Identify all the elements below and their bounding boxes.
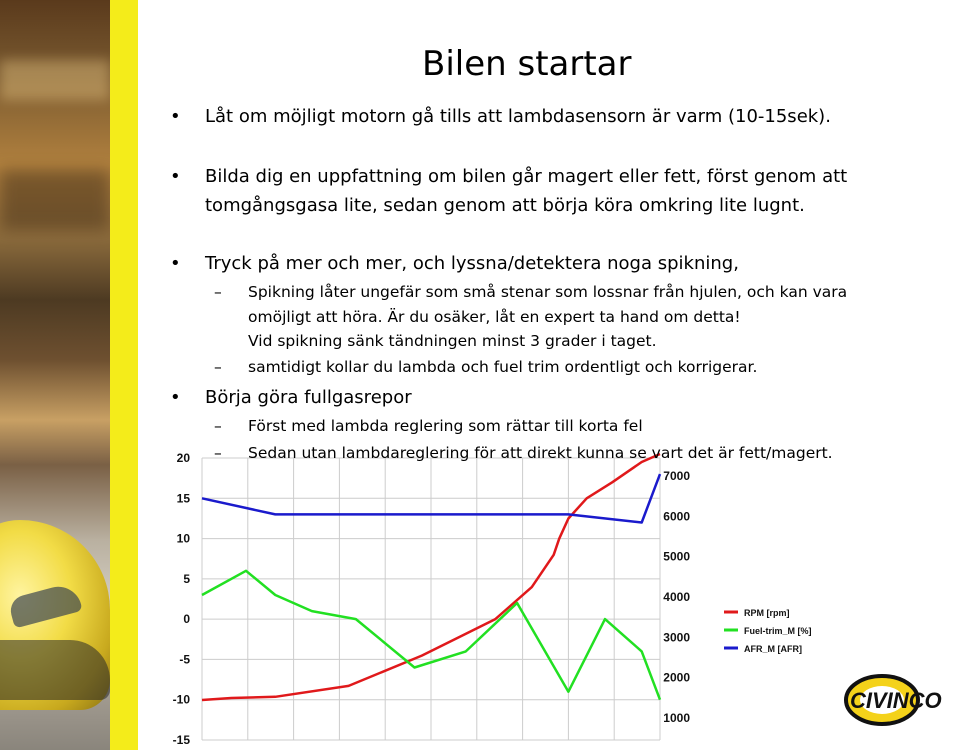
photo-streak bbox=[0, 170, 110, 230]
chart-svg bbox=[168, 440, 828, 750]
sub-bullet-dash: – bbox=[214, 358, 222, 376]
sub-bullet-text: omöjligt att höra. Är du osäker, låt en expert ta hand om detta! bbox=[248, 308, 741, 326]
bullet-text: tomgångsgasa lite, sedan genom att börja köra omkring lite lugnt. bbox=[205, 195, 805, 216]
right-axis-tick-label: 1000 bbox=[663, 711, 690, 725]
right-axis-tick-label: 5000 bbox=[663, 549, 690, 564]
right-axis-tick-label: 4000 bbox=[663, 590, 690, 604]
bullet-text: Tryck på mer och mer, och lyssna/detektera noga spikning, bbox=[205, 253, 739, 274]
yellow-accent-bar bbox=[110, 0, 138, 750]
slide-title: Bilen startar bbox=[422, 44, 632, 84]
civinco-logo bbox=[842, 672, 960, 728]
left-axis-tick-label: -5 bbox=[179, 652, 190, 667]
legend-label: AFR_M [AFR] bbox=[744, 644, 802, 654]
sub-bullet-text: Vid spikning sänk tändningen minst 3 grader i taget. bbox=[248, 332, 657, 350]
bullet-text: Bilda dig en uppfattning om bilen går magert eller fett, först genom att bbox=[205, 166, 848, 187]
left-axis-tick-label: -15 bbox=[172, 733, 190, 747]
sub-bullet-text: Sedan utan lambdareglering för att direkt kunna se vart det är fett/magert. bbox=[248, 444, 833, 462]
left-axis-tick-label: 15 bbox=[176, 491, 190, 506]
car-shadow bbox=[0, 640, 110, 700]
background-photo bbox=[0, 0, 110, 750]
left-axis-tick-label: 20 bbox=[176, 451, 190, 465]
right-axis-tick-label: 7000 bbox=[663, 469, 690, 483]
bullet-dot: • bbox=[170, 387, 181, 408]
bullet-dot: • bbox=[170, 166, 181, 187]
left-axis-tick-label: 10 bbox=[176, 531, 190, 546]
legend-label: Fuel-trim_M [%] bbox=[744, 626, 812, 636]
data-log-chart bbox=[168, 440, 828, 750]
sub-bullet-text: Spikning låter ungefär som små stenar som lossnar från hjulen, och kan vara bbox=[248, 283, 848, 301]
sub-bullet-dash: – bbox=[214, 283, 222, 301]
sub-bullet-dash: – bbox=[214, 417, 222, 435]
bullet-dot: • bbox=[170, 106, 181, 127]
sub-bullet-dash: – bbox=[214, 444, 222, 462]
bullet-dot: • bbox=[170, 253, 181, 274]
right-axis-tick-label: 2000 bbox=[663, 670, 690, 685]
left-axis-tick-label: -10 bbox=[172, 692, 190, 707]
photo-streak bbox=[0, 60, 110, 100]
sub-bullet-text: Först med lambda reglering som rättar till korta fel bbox=[248, 417, 643, 435]
sub-bullet-text: samtidigt kollar du lambda och fuel trim ordentligt och korrigerar. bbox=[248, 358, 758, 376]
left-axis-tick-label: 5 bbox=[183, 571, 190, 586]
right-axis-tick-label: 3000 bbox=[663, 630, 690, 645]
legend-label: RPM [rpm] bbox=[744, 608, 790, 618]
bullet-text: Börja göra fullgasrepor bbox=[205, 387, 412, 408]
bullet-text: Låt om möjligt motorn gå tills att lambdasensorn är varm (10-15sek). bbox=[205, 106, 831, 127]
left-axis-tick-label: 0 bbox=[183, 612, 190, 627]
svg-text:CIVINCO: CIVINCO bbox=[850, 688, 942, 713]
right-axis-tick-label: 6000 bbox=[663, 509, 690, 524]
